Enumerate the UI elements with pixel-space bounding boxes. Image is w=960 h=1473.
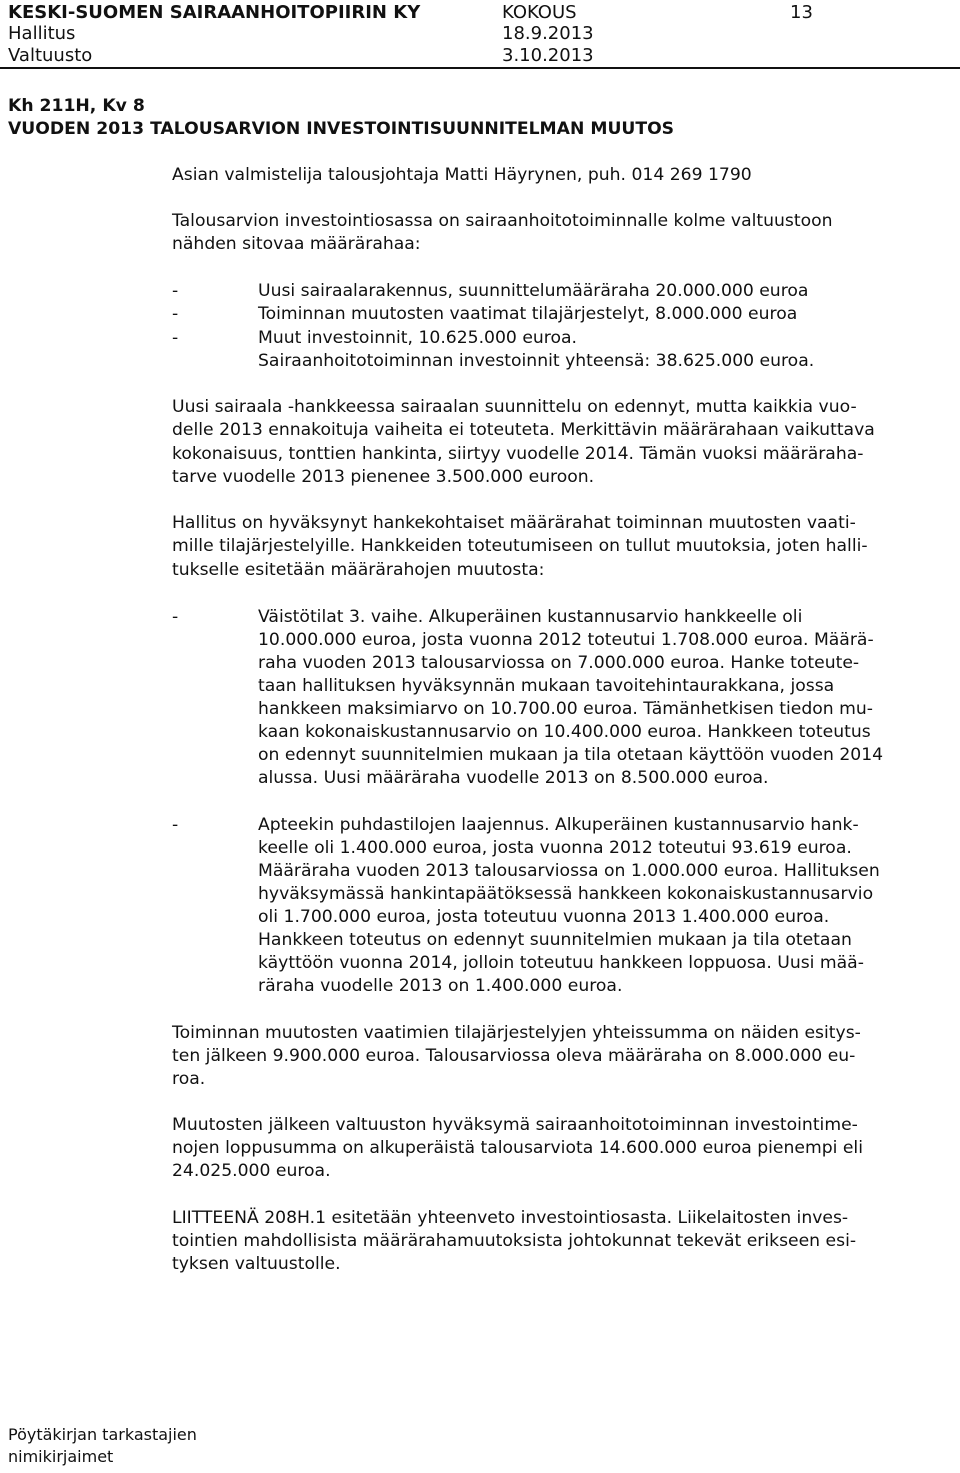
change-item-line: Apteekin puhdastilojen laajennus. Alkuperäinen kustannusarvio hank- bbox=[258, 815, 859, 835]
preparer-line: Asian valmistelija talousjohtaja Matti Häyrynen, puh. 014 269 1790 bbox=[172, 165, 752, 185]
page-number: 13 bbox=[790, 2, 813, 23]
footer-line: nimikirjaimet bbox=[8, 1447, 114, 1466]
paragraph-line: Uusi sairaala -hankkeessa sairaalan suunnittelu on edennyt, mutta kaikkia vuo- bbox=[172, 397, 857, 417]
paragraph-line: Muutosten jälkeen valtuuston hyväksymä sairaanhoitotoiminnan investointime- bbox=[172, 1115, 858, 1135]
change-item-line: taan hallituksen hyväksynnän mukaan tavoitehintaurakkana, jossa bbox=[258, 676, 835, 696]
paragraph-line: nojen loppusumma on alkuperäistä talousarviota 14.600.000 euroa pienempi eli bbox=[172, 1138, 863, 1158]
budget-item: Uusi sairaalarakennus, suunnittelumääräraha 20.000.000 euroa bbox=[258, 281, 809, 301]
footer-line: Pöytäkirjan tarkastajien bbox=[8, 1425, 197, 1444]
change-item-line: käyttöön vuonna 2014, jolloin toteutuu hankkeen loppuosa. Uusi mää- bbox=[258, 953, 864, 973]
paragraph-line: tyksen valtuustolle. bbox=[172, 1254, 341, 1274]
change-item-line: Määräraha vuoden 2013 talousarviossa on 1.000.000 euroa. Hallituksen bbox=[258, 861, 880, 881]
paragraph-line: mille tilajärjestelyille. Hankkeiden toteutumiseen on tullut muutoksia, joten halli- bbox=[172, 536, 868, 556]
paragraph-line: kokonaisuus, tonttien hankinta, siirtyy vuodelle 2014. Tämän vuoksi määräraha- bbox=[172, 444, 864, 464]
paragraph-line: Hallitus on hyväksynyt hankekohtaiset määrärahat toiminnan muutosten vaati- bbox=[172, 513, 856, 533]
paragraph-line: LIITTEENÄ 208H.1 esitetään yhteenveto investointiosasta. Liikelaitosten inves- bbox=[172, 1208, 849, 1228]
budget-total: Sairaanhoitotoiminnan investoinnit yhteensä: 38.625.000 euroa. bbox=[258, 351, 815, 371]
paragraph-line: tointien mahdollisista määrärahamuutoksista johtokunnat tekevät erikseen esi- bbox=[172, 1231, 857, 1251]
list-dash: - bbox=[172, 607, 179, 627]
change-item-line: Hankkeen toteutus on edennyt suunnitelmien mukaan ja tila otetaan bbox=[258, 930, 852, 950]
change-item-line: Väistötilat 3. vaihe. Alkuperäinen kustannusarvio hankkeelle oli bbox=[258, 607, 803, 627]
paragraph-line: ten jälkeen 9.900.000 euroa. Talousarviossa oleva määräraha on 8.000.000 eu- bbox=[172, 1046, 856, 1066]
change-item-line: 10.000.000 euroa, josta vuonna 2012 toteutui 1.708.000 euroa. Määrä- bbox=[258, 630, 874, 650]
section-ref: Kh 211H, Kv 8 bbox=[8, 96, 145, 116]
paragraph-line: delle 2013 ennakoituja vaiheita ei toteuteta. Merkittävin määrärahaan vaikuttava bbox=[172, 420, 875, 440]
paragraph-line: tukselle esitetään määrärahojen muutosta: bbox=[172, 560, 545, 580]
change-item-line: oli 1.700.000 euroa, josta toteutuu vuonna 2013 1.400.000 euroa. bbox=[258, 907, 830, 927]
paragraph-line: 24.025.000 euroa. bbox=[172, 1161, 331, 1181]
intro-line: nähden sitovaa määrärahaa: bbox=[172, 234, 421, 254]
change-item-line: raha vuoden 2013 talousarviossa on 7.000.000 euroa. Hanke toteute- bbox=[258, 653, 860, 673]
change-item-line: kaan kokonaiskustannusarvio on 10.400.000 euroa. Hankkeen toteutus bbox=[258, 722, 871, 742]
change-item-line: on edennyt suunnitelmien mukaan ja tila otetaan käyttöön vuoden 2014 bbox=[258, 745, 884, 765]
list-dash: - bbox=[172, 815, 179, 835]
list-dash: - bbox=[172, 328, 179, 348]
paragraph-line: Toiminnan muutosten vaatimien tilajärjestelyjen yhteissumma on näiden esitys- bbox=[172, 1023, 861, 1043]
organization-name: KESKI-SUOMEN SAIRAANHOITOPIIRIN KY bbox=[8, 2, 421, 23]
list-dash: - bbox=[172, 281, 179, 301]
meeting-label: KOKOUS bbox=[502, 2, 577, 23]
change-item-line: alussa. Uusi määräraha vuodelle 2013 on 8.500.000 euroa. bbox=[258, 768, 769, 788]
budget-item: Muut investoinnit, 10.625.000 euroa. bbox=[258, 328, 577, 348]
intro-line: Talousarvion investointiosassa on sairaanhoitotoiminnalle kolme valtuustoon bbox=[172, 211, 833, 231]
list-dash: - bbox=[172, 304, 179, 324]
change-item-line: hyväksymässä hankintapäätöksessä hankkeen kokonaiskustannusarvio bbox=[258, 884, 874, 904]
header-rule bbox=[0, 67, 960, 69]
paragraph-line: roa. bbox=[172, 1069, 206, 1089]
change-item-line: räraha vuodelle 2013 on 1.400.000 euroa. bbox=[258, 976, 623, 996]
budget-item: Toiminnan muutosten vaatimat tilajärjestelyt, 8.000.000 euroa bbox=[258, 304, 798, 324]
change-item-line: keelle oli 1.400.000 euroa, josta vuonna 2012 toteutui 93.619 euroa. bbox=[258, 838, 852, 858]
header-body-valtuusto: Valtuusto bbox=[8, 45, 93, 66]
header-body-hallitus: Hallitus bbox=[8, 23, 76, 44]
change-item-line: hankkeen maksimiarvo on 10.700.00 euroa. Tämänhetkisen tiedon mu- bbox=[258, 699, 874, 719]
header-date-hallitus: 18.9.2013 bbox=[502, 23, 594, 44]
section-title: VUODEN 2013 TALOUSARVION INVESTOINTISUUNNITELMAN MUUTOS bbox=[8, 119, 675, 139]
paragraph-line: tarve vuodelle 2013 pienenee 3.500.000 euroon. bbox=[172, 467, 595, 487]
header-date-valtuusto: 3.10.2013 bbox=[502, 45, 594, 66]
